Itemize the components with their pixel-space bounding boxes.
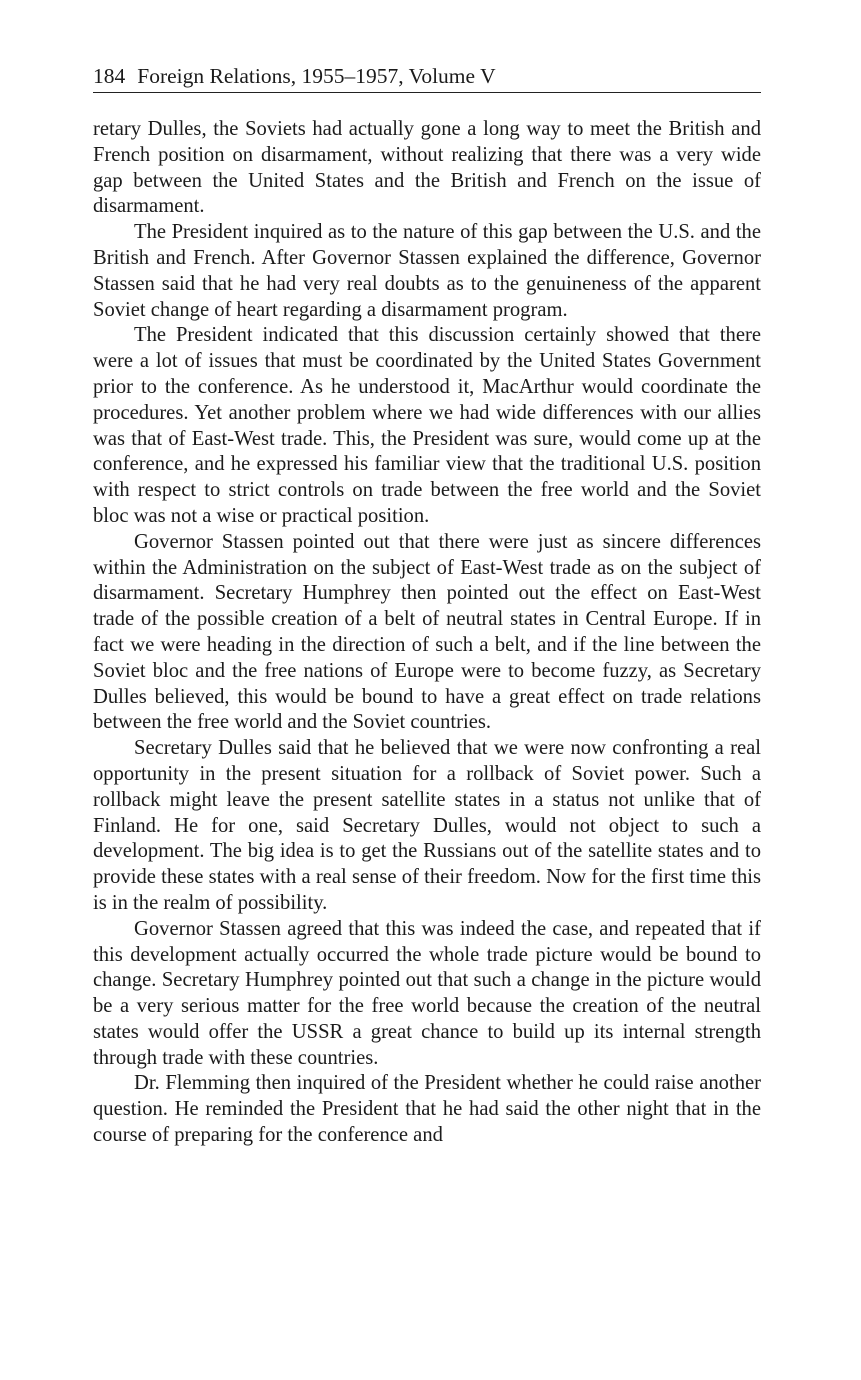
paragraph: Governor Stassen pointed out that there were just as sincere differences within the Administration on the subject of East-West trade as on the subject of disarmament. Secretary Humphrey then pointed out the effect on East-West trade of the possible creation of a belt of neutral states in Central Europe. If in fact we were heading in the direction of such a belt, and if the line between the Soviet bloc and the free nations of Europe were to become fuzzy, as Secretary Dulles believed, this would be bound to have a great effect on trade relations between the free world and the Soviet countries. <box>93 530 761 734</box>
paragraph-continued: retary Dulles, the Soviets had actually gone a long way to meet the British and French position on disarmament, without realizing that there was a very wide gap between the United States and the British and French on the issue of disarmament. <box>93 118 761 218</box>
running-title: Foreign Relations, 1955–1957, Volume V <box>137 64 496 88</box>
paragraph: The President indicated that this discussion certainly showed that there were a lot of issues that must be coordinated by the United States Government prior to the conference. As he understood it, MacArthur would coordinate the procedures. Yet another problem where we had wide differences with our allies was that of East-West trade. This, the President was sure, would come up at the conference, and he expressed his familiar view that the traditional U.S. position with respect to strict controls on trade between the free world and the Soviet bloc was not a wise or practical position. <box>93 324 761 527</box>
paragraph: Dr. Flemming then inquired of the President whether he could raise another question. He reminded the President that he had said the other night that in the course of preparing for the conference and <box>93 1072 761 1147</box>
paragraph: Governor Stassen agreed that this was indeed the case, and repeated that if this development actually occurred the whole trade picture would be bound to change. Secretary Humphrey pointed out that such a change in the picture would be a very serious matter for the free world because the creation of the neutral states would offer the USSR a great chance to build up its internal strength through trade with these countries. <box>93 917 761 1069</box>
running-head <box>93 60 761 93</box>
paragraph: Secretary Dulles said that he believed that we were now confronting a real opportunity in the present situation for a rollback of Soviet power. Such a rollback might leave the present satellite states in a status not unlike that of Finland. He for one, said Secretary Dulles, would not object to such a development. The big idea is to get the Russians out of the satellite states and to provide these states with a real sense of their freedom. Now for the first time this is in the realm of possibility. <box>93 737 761 914</box>
paragraph: The President inquired as to the nature of this gap between the U.S. and the British and French. After Governor Stassen explained the difference, Governor Stassen said that he had very real doubts as to the genuineness of the apparent Soviet change of heart regarding a disarmament program. <box>93 221 761 321</box>
body-text <box>93 117 761 1149</box>
page-number: 184 <box>93 64 126 88</box>
